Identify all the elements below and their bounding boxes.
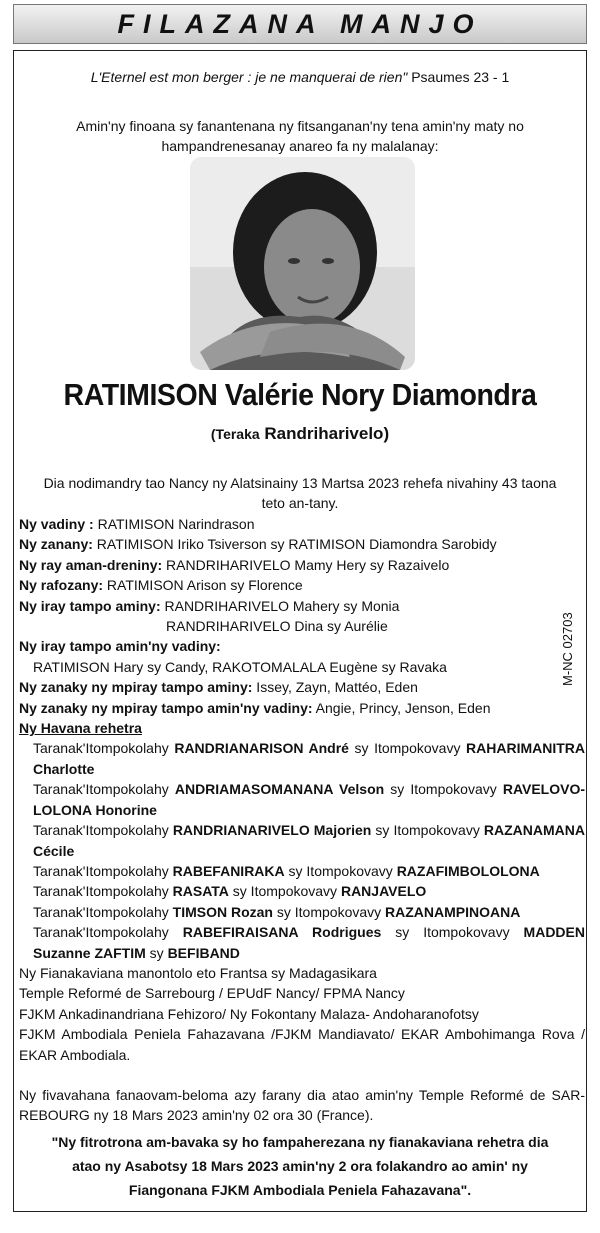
quote-ref: Psaumes 23 - 1 <box>407 69 510 85</box>
family-row <box>19 575 585 595</box>
family-text: Angie, Princy, Jenson, Eden <box>312 699 491 716</box>
header-title: FILAZANA MANJO <box>117 8 483 39</box>
family-label: Ny iray tampo aminy: <box>19 597 161 614</box>
family-row <box>19 677 585 697</box>
teraka-open: (Teraka <box>210 426 260 442</box>
family-row <box>19 555 585 575</box>
family-list <box>19 514 585 1065</box>
intro-text: Amin'ny finoana sy fanantenana ny fitsanganan'ny tena amin'ny maty no hampandrenesanay anareo fa ny malalanay: <box>76 118 524 154</box>
portrait-photo <box>190 157 415 370</box>
havana-item: Taranak'Itompokolahy RABEFIRAISANA Rodrigues sy Itompokovavy MADDEN Suzanne ZAFTIM sy BEFIBAND <box>33 924 585 961</box>
havana-item: Taranak'Itompokolahy RABEFANIRAKA sy Itompokovavy RAZAFIMBOLOLONA <box>33 862 540 879</box>
portrait-image <box>190 157 415 370</box>
havana-item: Taranak'Itompokolahy RANDRIANARIVELO Majorien sy Itompokovavy RAZANAMANA Cécile <box>33 822 585 859</box>
family-label: Ny zanany: <box>19 536 93 553</box>
family-label: Ny vadiny : <box>19 516 94 532</box>
family-row <box>19 534 585 554</box>
family-row <box>19 636 585 656</box>
family-text: RANDRIHARIVELO Mahery sy Monia <box>160 597 400 614</box>
church-line: FJKM Ambodiala Peniela Fahazavana /FJKM Mandiavato/ EKAR Ambohimanga Rova / EKAR Ambodiala. <box>19 1026 585 1063</box>
deceased-name: RATIMISON Valérie Nory Diamondra <box>63 377 537 412</box>
family-label: Ny rafozany: <box>19 577 104 594</box>
family-row <box>19 596 585 616</box>
family-row <box>19 698 585 718</box>
church-line: Temple Reformé de Sarrebourg / EPUdF Nancy/ FPMA Nancy <box>19 985 405 1002</box>
havana-heading <box>19 718 585 738</box>
family-label: Ny zanaky ny mpiray tampo amin'ny vadiny: <box>19 699 313 716</box>
family-text: RANDRIHARIVELO Mamy Hery sy Razaivelo <box>162 556 450 573</box>
quote-text: L'Eternel est mon berger : je ne manquerai de rien" <box>90 69 408 85</box>
family-row-cont: RATIMISON Hary sy Candy, RAKOTOMALALA Eugène sy Ravaka <box>33 658 447 675</box>
havana-item: Taranak'Itompokolahy RANDRIANARISON André sy Itompokovavy RAHARIMANITRA Charlotte <box>33 740 586 777</box>
family-text: RATIMISON Iriko Tsiverson sy RATIMISON Diamondra Sarobidy <box>92 536 497 553</box>
teraka-name: Randriharivelo) <box>264 424 390 443</box>
vigil-announcement: "Ny fitrotrona am-bavaka sy ho fampaherezana ny fianakaviana rehetra dia atao ny Asabotsy 18 Mars 2023 amin'ny 2 ora folakandro ao amin' ny Fiangonana FJKM Ambodiala Peniela Fahazavana". <box>51 1134 549 1198</box>
church-line: Ny Fianakaviana manontolo eto Frantsa sy Madagasikara <box>19 964 377 981</box>
death-statement: Dia nodimandry tao Nancy ny Alatsinainy 13 Martsa 2023 rehefa nivahiny 43 taona teto an-tany. <box>43 475 557 511</box>
header-banner <box>13 4 587 44</box>
funeral-info: Ny fivavahana fanaovam-beloma azy farany dia atao amin'ny Temple Reformé de SAR-REBOURG ny 18 Mars 2023 amin'ny 02 ora 30 (France). <box>19 1087 585 1123</box>
family-text: RATIMISON Narindrason <box>93 516 255 532</box>
family-label: Ny zanaky ny mpiray tampo aminy: <box>19 679 253 696</box>
family-row-cont: RANDRIHARIVELO Dina sy Aurélie <box>166 618 388 635</box>
family-label: Ny iray tampo amin'ny vadiny: <box>19 638 221 655</box>
reference-code: M-NC 02703 <box>560 612 575 686</box>
family-text: RATIMISON Arison sy Florence <box>103 577 303 594</box>
church-line: FJKM Ankadinandriana Fehizoro/ Ny Fokontany Malaza- Andoharanofotsy <box>19 1005 479 1022</box>
maiden-name <box>20 424 580 444</box>
family-text: Issey, Zayn, Mattéo, Eden <box>252 679 418 696</box>
family-label: Ny ray aman-dreniny: <box>19 556 163 573</box>
havana-item: Taranak'Itompokolahy TIMSON Rozan sy Itompokovavy RAZANAMPINOANA <box>33 903 521 920</box>
havana-item: Taranak'Itompokolahy ANDRIAMASOMANANA Velson sy Itompokovavy RAVELOVO-LOLONA Honorine <box>33 781 586 818</box>
havana-item: Taranak'Itompokolahy RASATA sy Itompokovavy RANJAVELO <box>33 883 427 900</box>
bible-quote <box>20 69 580 85</box>
havana-label: Ny Havana rehetra <box>19 720 142 737</box>
family-row <box>19 514 585 534</box>
